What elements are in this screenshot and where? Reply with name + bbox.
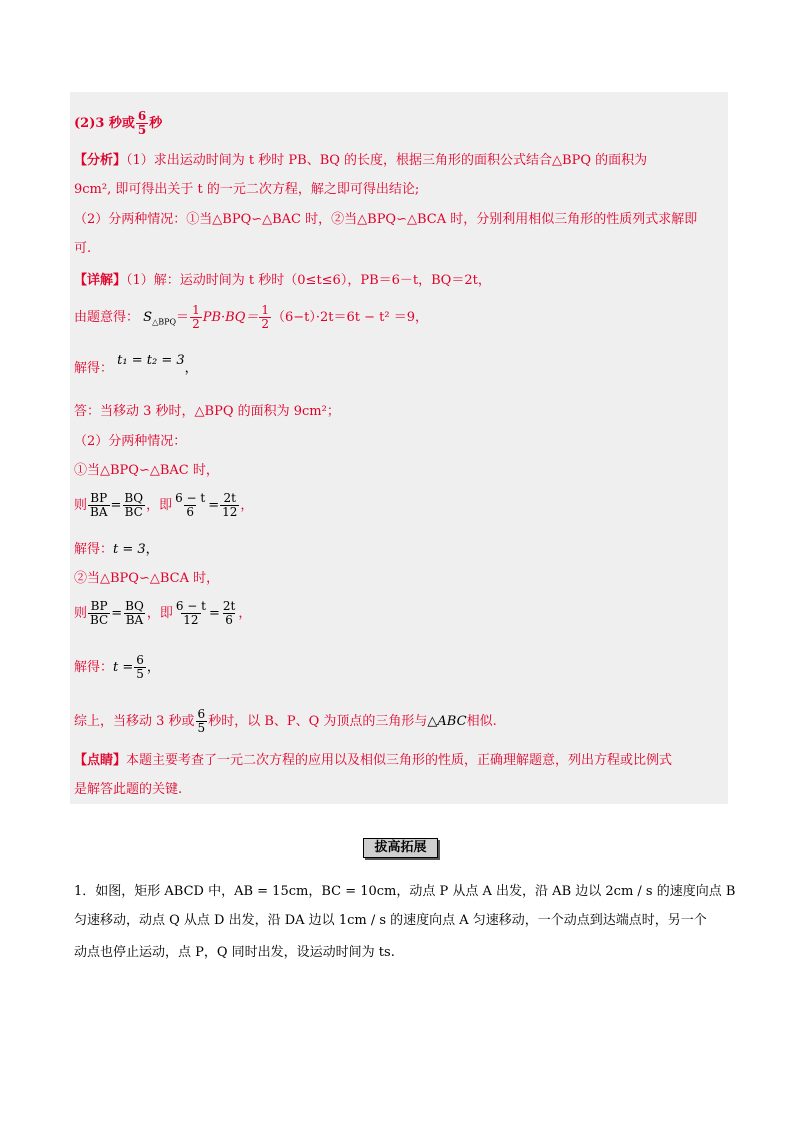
comment-line-2: 是解答此题的关键. xyxy=(74,782,183,797)
f4-num: 2t xyxy=(223,491,236,505)
solve-label-1: 解得： xyxy=(74,361,114,376)
conclusion-frac xyxy=(196,708,208,735)
analysis-line-3: （2）分两种情况：①当△BPQ∽△BAC 时，②当△BPQ∽△BCA 时，分别利用相似三角形的性质列式求解即 xyxy=(74,212,698,227)
detail-line-11 xyxy=(74,654,160,681)
ratio-frac-bq-ba xyxy=(123,600,146,627)
detail-line-4: 答：当移动 3 秒时，△BPQ 的面积为 9cm²； xyxy=(74,404,340,419)
detail-line-2 xyxy=(74,304,428,332)
ratio-frac-2t-6 xyxy=(221,600,237,627)
g2-num: BQ xyxy=(125,599,144,613)
solve-end-1: ， xyxy=(184,361,198,376)
solve-math-1: t₁ = t₂ = 3 xyxy=(117,353,185,368)
area-symbol xyxy=(143,310,176,325)
answer-frac-num: 6 xyxy=(137,109,147,123)
ratio-frac-2t-12 xyxy=(220,492,239,519)
comment-line-1 xyxy=(74,752,672,770)
detail-line-5: （2）分两种情况： xyxy=(74,434,187,449)
ratio-prefix-1: 则 xyxy=(74,498,88,513)
detail-line-9: ②当△BPQ∽△BCA 时， xyxy=(74,571,220,586)
ratio-frac-bp-ba xyxy=(88,492,109,519)
ratio-frac-bp-bc xyxy=(88,600,110,627)
f2-den: BC xyxy=(124,505,143,519)
half-num-1: 1 xyxy=(192,303,200,317)
g1-den: BC xyxy=(90,613,109,627)
area-sub: △BPQ xyxy=(152,317,177,327)
comment-tag: 【点睛】 xyxy=(74,753,127,768)
c-num: 6 xyxy=(197,707,206,721)
g1-num: BP xyxy=(90,599,108,613)
solve-label-2: 解得： xyxy=(74,542,114,557)
answer-frac-den: 5 xyxy=(137,123,147,137)
ratio-frac-6t-12 xyxy=(174,600,208,627)
ratio-mid-1: ，即 xyxy=(146,498,173,513)
detail-line-10: 则 $\frac{BP}{BC}$ = $\frac{BQ}{BA}$ ，即 $\frac{6 - t}{12}$ = $\frac{2t}{6}$ ， xyxy=(74,599,252,627)
f4-den: 12 xyxy=(222,505,238,519)
half-fraction-1 xyxy=(190,304,202,331)
answer-prefix: (2)3 秒或 xyxy=(74,116,135,131)
detail-line-1 xyxy=(74,272,491,290)
detail-line-12 xyxy=(74,708,497,735)
c-den: 5 xyxy=(197,721,206,735)
detail-line-7: 则 $\frac{BP}{BA}$ = $\frac{BQ}{BC}$ ，即 $\frac{6 - t}{6}$ = $\frac{2t}{12}$ ， xyxy=(74,491,254,519)
detail-line-8 xyxy=(74,541,159,559)
detail-line-3 xyxy=(74,353,198,378)
analysis-line-4: 可. xyxy=(74,241,92,256)
solve-end-2: ， xyxy=(145,542,159,557)
g4-num: 2t xyxy=(222,599,236,613)
ratio-end-1: ， xyxy=(240,498,254,513)
s3-num: 6 xyxy=(136,653,144,667)
half-fraction-2 xyxy=(259,304,271,331)
ratio-prefix-2: 则 xyxy=(74,606,88,621)
g3-den: 12 xyxy=(183,613,199,627)
section-title: 拔高拓展 xyxy=(363,838,438,858)
analysis-text-1: （1）求出运动时间为 t 秒时 PB、BQ 的长度，根据三角形的面积公式结合△BPQ 的面积为 xyxy=(126,153,648,168)
conclusion-suffix: 秒时，以 B、P、Q 为顶点的三角形与 xyxy=(208,714,428,729)
detail-text-1: （1）解：运动时间为 t 秒时（0≤t≤6），PB＝6－t，BQ＝2t， xyxy=(126,273,491,288)
detail-tag: 【详解】 xyxy=(74,273,127,288)
half-num-2: 1 xyxy=(261,303,269,317)
f1-num: BP xyxy=(90,491,108,505)
solve-math-3: t = xyxy=(113,660,134,675)
half-den-2: 2 xyxy=(261,317,269,331)
half-den-1: 2 xyxy=(192,317,200,331)
g2-den: BA xyxy=(125,613,144,627)
question-line-3: 动点也停止运动，点 P，Q 同时出发，设运动时间为 ts. xyxy=(74,945,395,960)
analysis-line-1 xyxy=(74,152,647,170)
conclusion-prefix: 综上，当移动 3 秒或 xyxy=(74,714,195,729)
answer-part-2 xyxy=(74,110,162,137)
g3-num: 6 − t xyxy=(175,599,206,613)
ratio-frac-bq-bc xyxy=(122,492,145,519)
g4-den: 6 xyxy=(225,613,233,627)
solve-math-2: t = 3 xyxy=(113,542,146,557)
area-s: S xyxy=(143,310,153,325)
analysis-line-2: 9cm², 即可得出关于 t 的一元二次方程，解之即可得出结论; xyxy=(74,182,420,197)
answer-suffix: 秒 xyxy=(149,116,163,131)
conclusion-triangle: △ABC xyxy=(427,714,467,729)
f3-num: 6 − t xyxy=(175,491,206,505)
f1-den: BA xyxy=(90,505,108,519)
ratio-mid-2: ，即 xyxy=(146,606,173,621)
detail-mid: PB·BQ＝ xyxy=(202,310,259,325)
detail-eq: ＝ xyxy=(176,310,190,325)
solve-end-3: ， xyxy=(146,660,160,675)
detail-rest: （6−t）·2t＝6t − t² ＝9， xyxy=(272,310,429,325)
conclusion-end: 相似. xyxy=(466,714,497,729)
comment-text-1: 本题主要考查了一元二次方程的应用以及相似三角形的性质，正确理解题意，列出方程或比例式 xyxy=(126,753,673,768)
detail-line2-prefix: 由题意得： xyxy=(74,310,140,325)
answer-fraction xyxy=(136,110,148,137)
analysis-tag: 【分析】 xyxy=(74,153,127,168)
s3-den: 5 xyxy=(136,667,144,681)
detail-line-6: ①当△BPQ∽△BAC 时， xyxy=(74,463,219,478)
f2-num: BQ xyxy=(124,491,144,505)
question-line-1: 1．如图，矩形 ABCD 中，AB = 15cm，BC = 10cm，动点 P 从点 A 出发，沿 AB 边以 2cm / s 的速度向点 B xyxy=(74,884,736,899)
question-line-2: 匀速移动，动点 Q 从点 D 出发，沿 DA 边以 1cm / s 的速度向点 A 匀速移动，一个动点到达端点时，另一个 xyxy=(74,913,707,928)
f3-den: 6 xyxy=(186,505,194,519)
ratio-end-2: ， xyxy=(238,606,252,621)
ratio-frac-6t-6 xyxy=(173,492,207,519)
solve-label-3: 解得： xyxy=(74,660,114,675)
solve-frac-3 xyxy=(134,654,146,681)
